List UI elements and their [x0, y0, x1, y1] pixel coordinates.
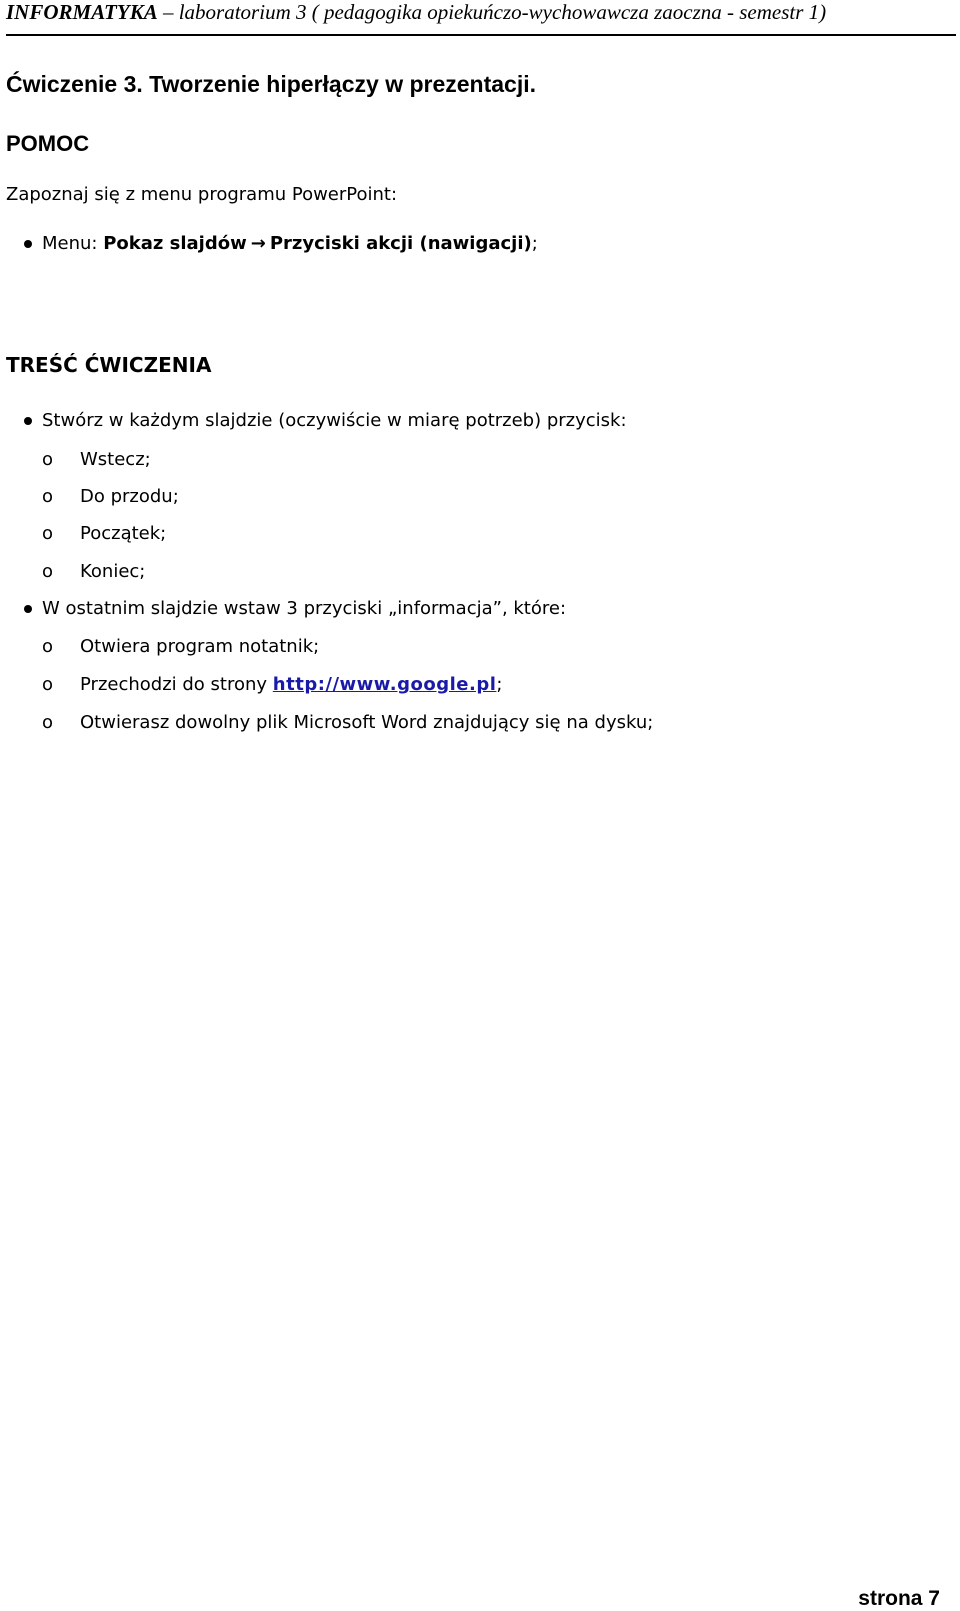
help-intro: Zapoznaj się z menu programu PowerPoint:	[6, 184, 398, 205]
help-heading: POMOC	[6, 131, 90, 156]
sub-bullet-icon: o	[42, 674, 54, 695]
task-item-2-sub: Otwierasz dowolny plik Microsoft Word znajdujący się na dysku;	[80, 712, 654, 733]
sub-bullet-icon: o	[42, 636, 54, 657]
menu-second: Przyciski akcji (nawigacji)	[269, 233, 532, 254]
sub-bullet-icon: o	[42, 712, 54, 733]
header-subtitle: laboratorium 3 ( pedagogika opiekuńczo-wychowawcza zaoczna - semestr 1)	[178, 0, 827, 24]
page-number: strona 7	[858, 1587, 940, 1610]
task-item-2-sub	[80, 673, 502, 697]
bullet-dot-icon	[24, 605, 32, 613]
page-header	[6, 0, 956, 36]
sub-bullet-icon: o	[42, 449, 54, 470]
arrow-right-icon: →	[250, 233, 266, 254]
google-link[interactable]: http://www.google.pl	[272, 674, 497, 695]
task-item-1-sub: Wstecz;	[80, 449, 151, 470]
menu-prefix: Menu:	[42, 233, 98, 254]
menu-path	[42, 232, 538, 256]
task-item-1-sub: Koniec;	[80, 561, 146, 582]
sub-bullet-icon: o	[42, 486, 54, 507]
task-item-1: Stwórz w każdym slajdzie (oczywiście w miarę potrzeb) przycisk:	[42, 410, 627, 431]
task-item-1-sub: Do przodu;	[80, 486, 179, 507]
exercise-title: Ćwiczenie 3. Tworzenie hiperłączy w prezentacji.	[6, 71, 537, 97]
task-item-2: W ostatnim slajdzie wstaw 3 przyciski „informacja”, które:	[42, 598, 567, 619]
link-suffix: ;	[496, 674, 503, 695]
task-heading: TREŚĆ ĆWICZENIA	[6, 353, 212, 377]
link-prefix: Przechodzi do strony	[80, 674, 268, 695]
sub-bullet-icon: o	[42, 523, 54, 544]
header-dash: –	[162, 0, 174, 24]
header-course: INFORMATYKA	[6, 0, 158, 24]
menu-first: Pokaz slajdów	[103, 233, 247, 254]
menu-suffix: ;	[531, 233, 538, 254]
task-item-1-sub: Początek;	[80, 523, 167, 544]
sub-bullet-icon: o	[42, 561, 54, 582]
bullet-dot-icon	[24, 240, 32, 248]
bullet-dot-icon	[24, 417, 32, 425]
task-item-2-sub: Otwiera program notatnik;	[80, 636, 320, 657]
